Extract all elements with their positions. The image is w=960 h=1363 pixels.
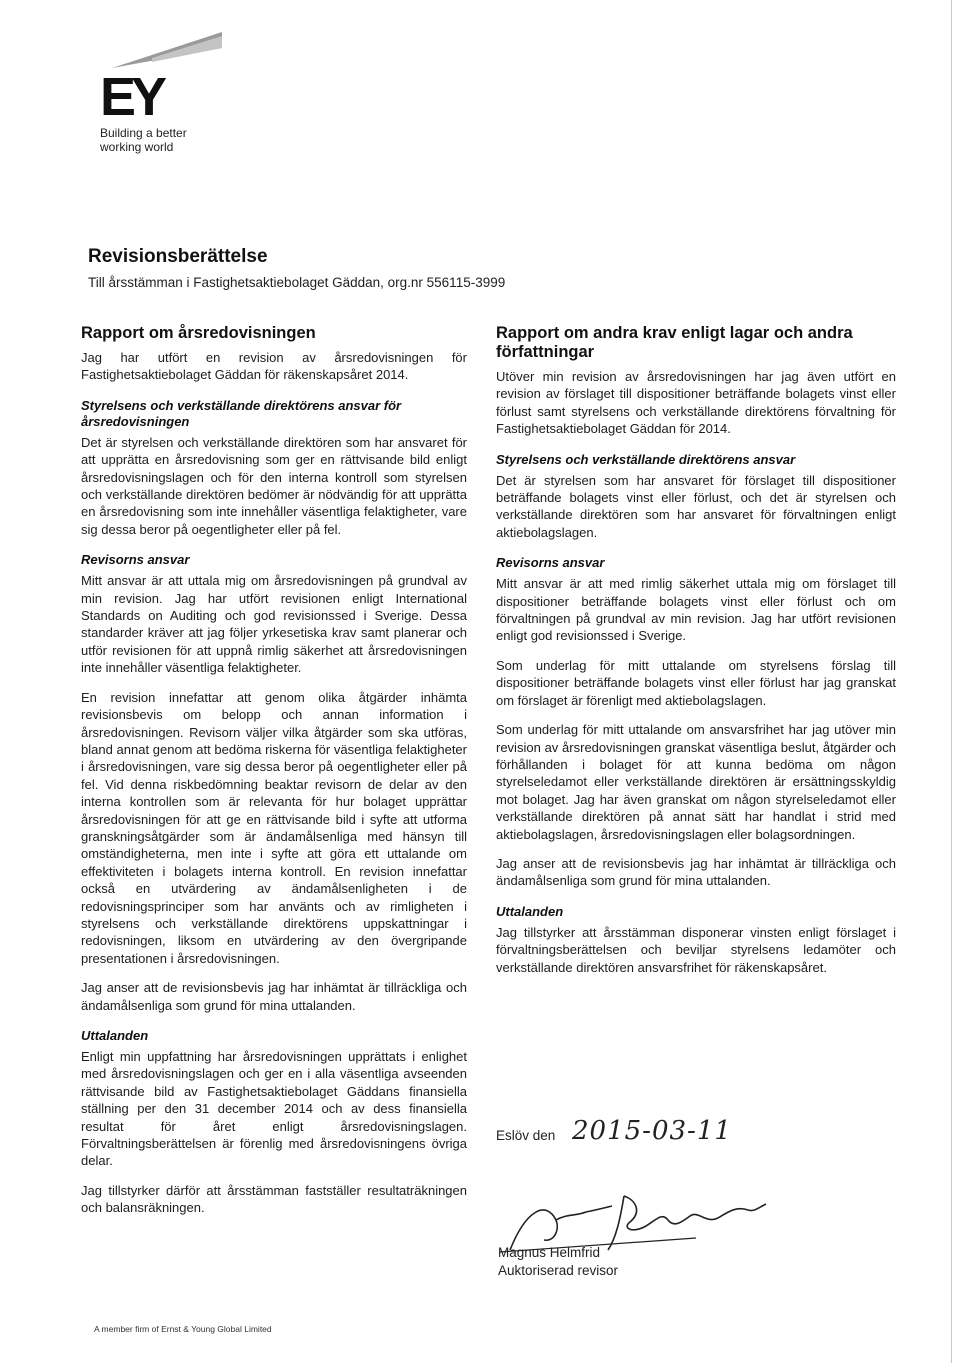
auditor-responsibility-right-p1: Mitt ansvar är att med rimlig säkerhet uttala mig om förslaget till dispositioner beträffande bolagets vinst eller förlust och om förvaltningen på grundval av min revision. Jag har utfört revisionen enligt god revisionssed i Sverige. (496, 576, 896, 644)
auditor-responsibility-right-p3: Som underlag för mitt uttalande om ansvarsfrihet har jag utöver min revision av årsredovisningen granskat väsentliga beslut, åtgärder och förhållanden i bolaget för att kunna bedöma om någon styrelseledamot eller verkställande direktören är ersättningsskyldig mot bolaget. Jag har även granskat om någon styrelseledamot eller verkställande direktören på annat sätt har handlat i strid med aktiebolagslagen, årsredovisningslagen eller bolagsordningen. (496, 722, 896, 842)
auditor-responsibility-p2: En revision innefattar att genom olika åtgärder inhämta revisionsbevis om belopp och annan information i årsredovisningen. Revisorn väljer vilka åtgärder som ska utföras, bland annat genom att bedöma riskerna för väsentliga felaktigheter i årsredovisningen, vare sig dessa beror på oegentligheter eller på fel. Vid denna riskbedömning beaktar revisorn de delar av den interna kontrollen som är relevanta för hur bolaget upprättar årsredovisningen för att ge en rättvisande bild i syfte att utforma granskningsåtgärder som är ändamålsenliga med hänsyn till omständigheterna, men inte i syfte att göra ett uttalande om effektiviteten i bolagets interna kontroll. En revision innefattar också en utvärdering av ändamålsenligheten i de redovisningsprinciper som har använts och av rimligheten i styrelsens och verkställande direktörens uppskattningar i redovisningen, liksom en utvärdering av den övergripande presentationen i årsredovisningen. (81, 689, 467, 966)
signer-block (498, 1244, 618, 1280)
board-responsibility-heading-right: Styrelsens och verkställande direktörens ansvar (496, 451, 796, 467)
auditor-responsibility-p3: Jag anser att de revisionsbevis jag har inhämtat är tillräckliga och ändamålsenliga som grund för mina uttalanden. (81, 980, 467, 1013)
auditor-responsibility-heading: Revisorns ansvar (81, 552, 190, 568)
document-title: Revisionsberättelse (88, 246, 268, 267)
addressee: Till årsstämman i Fastighetsaktiebolaget Gäddan, org.nr 556115-3999 (88, 275, 506, 290)
statements-p1: Enligt min uppfattning har årsredovisningen upprättats i enlighet med årsredovisningslagen och ger en i alla väsentliga avseenden rättvisande bild av Fastighetsaktiebolaget Gäddans finansiella ställning per den 31 december 2014 och av dess finansiella resultat för året enligt årsredovisningslagen. Förvaltningsberättelsen är förenlig med årsredovisningens övriga delar. (81, 1049, 467, 1169)
left-column (81, 324, 467, 1229)
signer-role: Auktoriserad revisor (498, 1263, 619, 1278)
page-edge-line (951, 0, 952, 1363)
auditor-responsibility-p1: Mitt ansvar är att uttala mig om årsredovisningen på grundval av min revision. Jag har utfört revisionen enligt International Standards on Auditing och god revisionssed i Sverige. Dessa standarder kräver att jag följer yrkesetiska krav samt planerar och utför revisionen för att uppnå rimlig säkerhet att årsredovisningen inte innehåller väsentliga felaktigheter. (81, 573, 467, 676)
board-responsibility-text: Det är styrelsen och verkställande direktören som har ansvaret för att upprätta en årsredovisning som ger en rättvisande bild enligt årsredovisningslagen och för den interna kontroll som styrelsen och verkställande direktören bedömer är nödvändig för att upprätta en årsredovisning som inte innehåller väsentliga felaktigheter, vare sig dessa beror på oegentligheter eller på fel. (81, 434, 467, 537)
tagline-line-1: Building a better (100, 126, 187, 140)
signer-name: Magnus Helmfrid (498, 1245, 601, 1260)
statements-heading: Uttalanden (81, 1028, 149, 1043)
statements-heading-right: Uttalanden (496, 903, 564, 919)
board-responsibility-heading: Styrelsens och verkställande direktörens ansvar för årsredovisningen (81, 397, 402, 429)
right-column (496, 324, 896, 988)
statements-p2: Jag tillstyrker därför att årsstämman fastställer resultaträkningen och balansräkningen. (81, 1182, 467, 1216)
footer-note: A member firm of Ernst & Young Global Limited (94, 1324, 272, 1334)
signing-place: Eslöv den (496, 1128, 556, 1143)
ey-logo-beam (112, 30, 222, 68)
auditor-responsibility-heading-right: Revisorns ansvar (496, 555, 605, 571)
logo-tagline (100, 126, 240, 154)
tagline-line-2: working world (100, 140, 174, 154)
ey-logo: EY (100, 67, 163, 127)
board-responsibility-text-right: Det är styrelsen som har ansvaret för förslaget till dispositioner beträffande bolagets vinst eller förlust, och det är styrelsen och verkställande direktören som har ansvaret för förvaltningen enligt aktiebolagslagen. (496, 472, 896, 540)
other-requirements-intro: Utöver min revision av årsredovisningen har jag även utfört en revision av förslaget till dispositioner beträffande bolagets vinst eller förlust samt styrelsens och verkställande direktörens förvaltning för Fastighetsaktiebolaget Gäddan för 2014. (496, 369, 896, 437)
statements-right-p1: Jag tillstyrker att årsstämman disponerar vinsten enligt förslaget i förvaltningsberättelsen och beviljar styrelsens ledamöter och verkställande direktören ansvarsfrihet för räkenskapsåret. (496, 924, 896, 975)
other-requirements-heading: Rapport om andra krav enligt lagar och andra författningar (496, 324, 853, 361)
annual-report-intro: Jag har utfört en revision av årsredovisningen för Fastighetsaktiebolaget Gäddan för räkenskapsåret 2014. (81, 350, 467, 383)
auditor-responsibility-right-p2: Som underlag för mitt uttalande om styrelsens förslag till dispositioner beträffande bolagets vinst eller förlust har jag granskat om förslaget är förenligt med aktiebolagslagen. (496, 657, 896, 708)
auditor-responsibility-right-p4: Jag anser att de revisionsbevis jag har inhämtat är tillräckliga och ändamålsenliga som grund för mina uttalanden. (496, 855, 896, 889)
handwritten-date: 2015-03-11 (572, 1116, 732, 1146)
annual-report-heading: Rapport om årsredovisningen (81, 324, 316, 342)
